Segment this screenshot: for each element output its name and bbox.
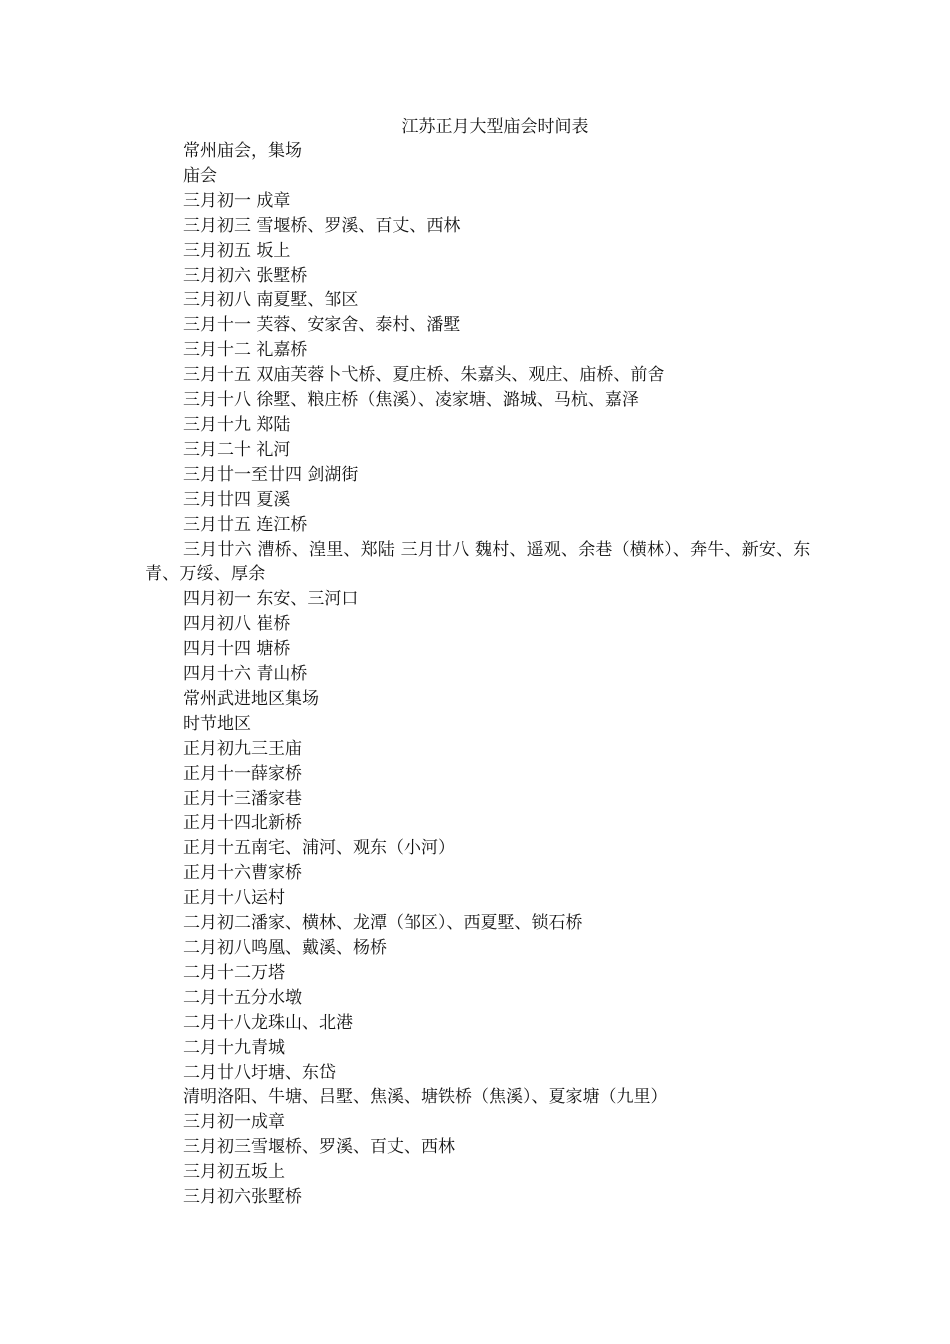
text-line: 三月十五 双庙芙蓉卜弋桥、夏庄桥、朱嘉头、观庄、庙桥、前舍 [183, 365, 665, 386]
text-line: 常州武进地区集场 [183, 688, 319, 709]
text-line: 三月十一 芙蓉、安家舍、泰村、潘墅 [183, 315, 461, 336]
document-title: 江苏正月大型庙会时间表 [401, 117, 589, 137]
text-line: 二月十九青城 [183, 1037, 285, 1058]
text-line: 三月廿六 漕桥、湟里、郑陆 三月廿八 魏村、遥观、余巷（横林）、奔牛、新安、东青、万绥、厚余 [145, 539, 811, 585]
text-line: 正月十六曹家桥 [183, 863, 302, 884]
text-line: 正月十五南宅、浦河、观东（小河） [183, 838, 455, 859]
text-line: 正月十三潘家巷 [183, 788, 302, 809]
text-line: 二月十二万塔 [183, 962, 285, 983]
text-line: 三月初八 南夏墅、邹区 [183, 290, 359, 311]
text-line: 三月二十 礼河 [183, 439, 291, 460]
text-line: 三月初五坂上 [183, 1162, 285, 1183]
text-line: 正月十四北新桥 [183, 813, 302, 834]
text-line: 三月初一 成章 [183, 190, 291, 211]
text-line: 常州庙会，集场 [183, 141, 302, 161]
text-line: 三月初一成章 [183, 1112, 285, 1133]
text-line: 三月十八 徐墅、粮庄桥（焦溪）、凌家塘、潞城、马杭、嘉泽 [183, 390, 639, 411]
text-line: 三月初五 坂上 [183, 240, 291, 261]
text-line: 三月十二 礼嘉桥 [183, 340, 308, 361]
text-line: 三月初三 雪堰桥、罗溪、百丈、西林 [183, 215, 461, 236]
document-body [145, 139, 825, 1210]
text-line: 三月廿一至廿四 剑湖街 [183, 464, 359, 485]
text-line: 三月初三雪堰桥、罗溪、百丈、西林 [183, 1137, 455, 1158]
text-line: 四月初八 崔桥 [183, 614, 291, 635]
text-line: 正月十一薛家桥 [183, 763, 302, 784]
text-line: 二月初八鸣凰、戴溪、杨桥 [183, 938, 387, 958]
text-line: 清明洛阳、牛塘、吕墅、焦溪、塘铁桥（焦溪）、夏家塘（九里） [183, 1087, 668, 1108]
text-line: 二月廿八圩塘、东岱 [183, 1062, 336, 1083]
text-line: 正月初九三王庙 [183, 738, 302, 759]
text-line: 三月初六 张墅桥 [183, 265, 308, 286]
text-line: 庙会 [183, 165, 217, 186]
text-line: 三月廿五 连江桥 [183, 514, 308, 535]
text-line: 时节地区 [183, 713, 251, 734]
text-line: 三月廿四 夏溪 [183, 489, 291, 510]
text-line: 三月十九 郑陆 [183, 414, 291, 435]
text-line: 二月十八龙珠山、北港 [183, 1012, 353, 1033]
text-line: 三月初六张墅桥 [183, 1187, 302, 1208]
text-line: 四月十六 青山桥 [183, 664, 308, 685]
text-line: 四月十四 塘桥 [183, 639, 291, 660]
text-line: 二月初二潘家、横林、龙潭（邹区）、西夏墅、锁石桥 [183, 913, 583, 934]
text-line: 正月十八运村 [183, 888, 285, 909]
text-line: 四月初一 东安、三河口 [183, 589, 359, 610]
text-line: 二月十五分水墩 [183, 987, 302, 1008]
